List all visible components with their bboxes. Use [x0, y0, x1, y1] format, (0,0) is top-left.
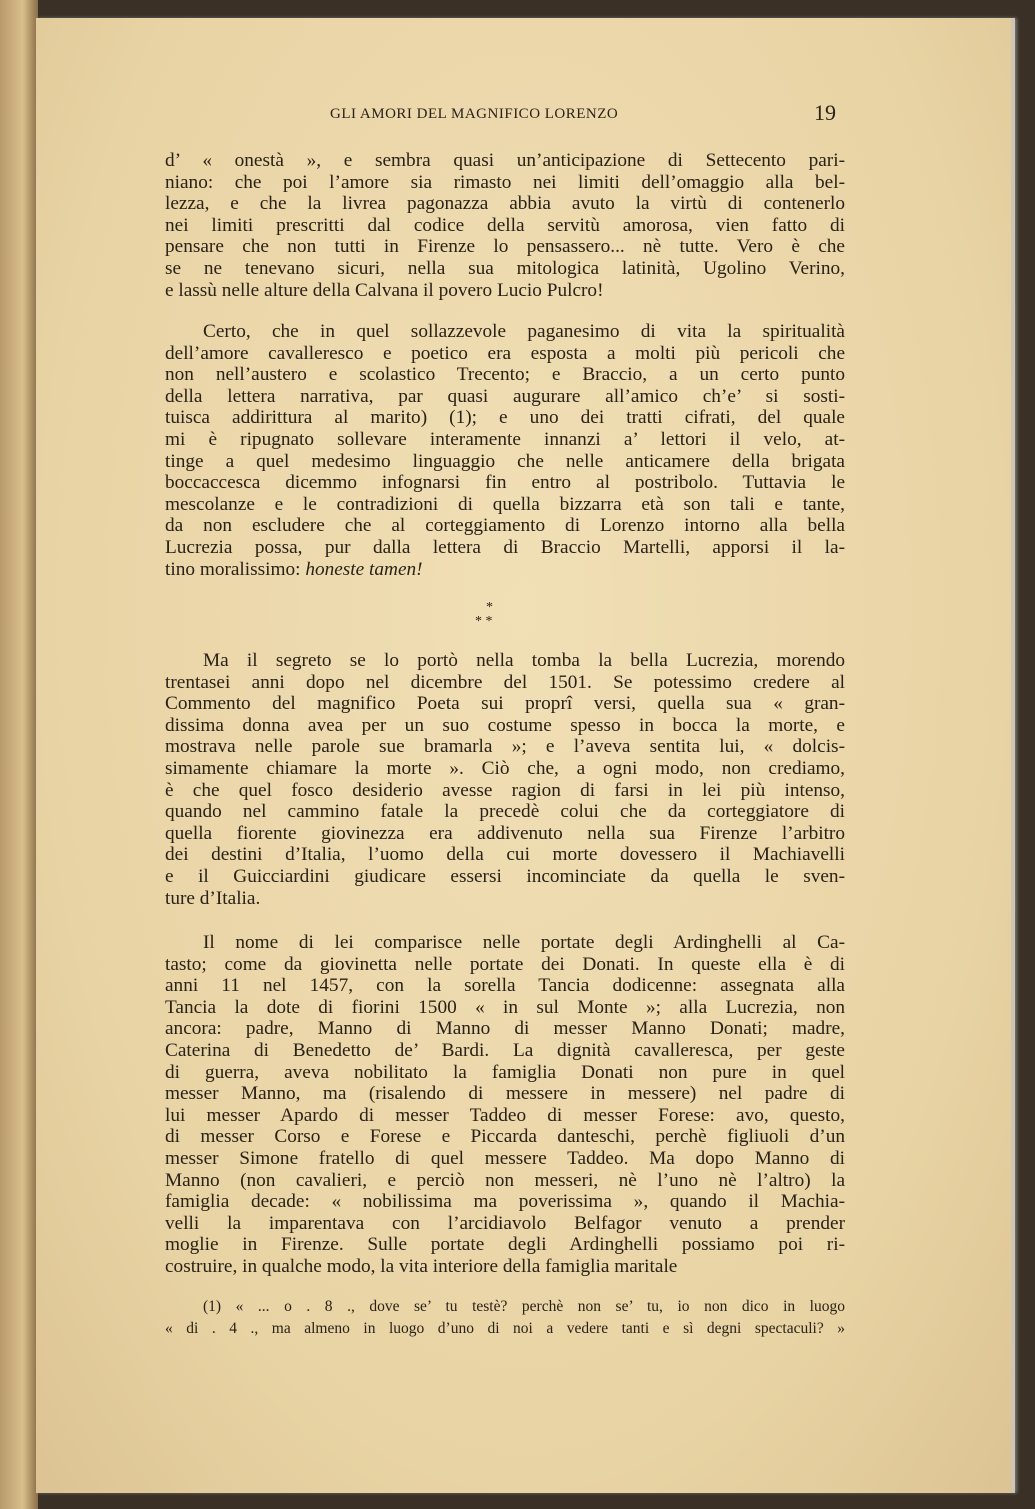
footnote-line: (1) « ... o . 8 ., dove se’ tu testè? perchè non se’ tu, io non dico in luogo [203, 1298, 845, 1315]
line-text: della lettera narrativa, par quasi augurare all’amico ch’e’ si sosti- [165, 385, 845, 407]
line-text: moglie in Firenze. Sulle portate degli Ardinghelli possiamo poi ri- [165, 1234, 845, 1256]
line-text: dell’amore cavalleresco e poetico era esposta a molti più pericoli che [165, 342, 845, 364]
text-line [165, 1083, 845, 1105]
text-line [203, 650, 845, 672]
line-text: messer Simone fratello di quel messere Taddeo. Ma dopo Manno di [165, 1148, 845, 1169]
line-text: costruire, in qualche modo, la vita interiore della famiglia maritale [165, 1256, 678, 1277]
line-text: Ma il segreto se lo portò nella tomba la bella Lucrezia, morendo [203, 650, 845, 671]
asterism-bottom: * * [475, 614, 493, 629]
text-line [165, 193, 845, 215]
text-line [165, 844, 845, 866]
text-line [165, 172, 845, 194]
line-text: messer Manno, ma (risalendo di messere in messere) nel padre di [165, 1083, 845, 1105]
line-text: Il nome di lei comparisce nelle portate degli Ardinghelli al Ca- [203, 932, 845, 953]
running-title: GLI AMORI DEL MAGNIFICO LORENZO [330, 106, 619, 122]
line-text: e lassù nelle alture della Calvana il povero Lucio Pulcro! [165, 279, 604, 301]
text-line [165, 515, 845, 537]
text-line [165, 954, 845, 976]
text-line [165, 1040, 845, 1062]
line-text: ture d’Italia. [165, 887, 261, 909]
text-line [165, 672, 845, 694]
text-line [165, 215, 845, 237]
line-text: Manno (non cavalieri, e perciò non messeri, nè l’uno nè l’altro) la [165, 1169, 845, 1191]
line-text: e il Guicciardini giudicare essersi incominciate da quella le sven- [165, 866, 845, 887]
asterism-top: * [486, 600, 493, 615]
line-text: trentasei anni dopo nel dicembre del 1501. Se potessimo credere al [165, 671, 845, 693]
line-text: tinge a quel medesimo linguaggio che nelle anticamere della brigata [165, 450, 845, 472]
line-text: se ne tenevano sicuri, nella sua mitologica latinità, Ugolino Verino, [165, 258, 845, 279]
line-text: velli la imparentava con l’arcidiavolo Belfagor venuto a prender [165, 1212, 845, 1234]
line-text: tino moralissimo: [165, 558, 306, 580]
text-line [165, 823, 845, 845]
line-text: boccaccesca dicemmo infognarsi fin entro al postribolo. Tuttavia le [165, 472, 845, 494]
line-text: quando nel cammino fatale la precedè colui che da corteggiatore di [165, 801, 845, 823]
line-text: Tancia la dote di fiorini 1500 « in sul Monte »; alla Lucrezia, non [165, 996, 845, 1018]
line-text: Lucrezia possa, pur dalla lettera di Braccio Martelli, apporsi il la- [165, 537, 845, 558]
line-text: di messer Corso e Forese e Piccarda danteschi, perchè figliuoli d’un [165, 1126, 845, 1148]
text-line [165, 1126, 845, 1148]
line-text: Certo, che in quel sollazzevole paganesimo di vita la spiritualità [203, 321, 845, 342]
page-number: 19 [814, 100, 836, 125]
line-text: simamente chiamare la morte ». Ciò che, a ogni modo, non crediamo, [165, 758, 845, 779]
text-line [165, 866, 845, 888]
text-line [165, 280, 845, 302]
line-text: dei destini d’Italia, l’uomo della cui morte dovessero il Machiavelli [165, 844, 845, 866]
footnote-line: « di . 4 ., ma almeno in luogo d’uno di noi a vedere tanti e sì degni spectaculi? » [165, 1320, 845, 1337]
text-line [165, 472, 845, 494]
text-line [165, 494, 845, 516]
text-line [165, 407, 845, 429]
line-text: Commento del magnifico Poeta sui proprî versi, quella sua « gran- [165, 693, 845, 715]
text-line [165, 537, 845, 559]
text-line [165, 1105, 845, 1127]
text-line [165, 1191, 845, 1213]
text-line [165, 1234, 845, 1256]
text-line [165, 1213, 845, 1235]
line-text: tuisca addirittura al marito) (1); e uno dei tratti cifrati, del quale [165, 407, 845, 429]
line-text: ancora: padre, Manno di Manno di messer Manno Donati; madre, [165, 1018, 845, 1040]
line-text: non nell’austero e scolastico Trecento; e Braccio, a un certo punto [165, 364, 845, 386]
text-line [165, 1062, 845, 1084]
line-text: mi è ripugnato sollevare interamente innanzi a’ lettori il velo, at- [165, 429, 845, 450]
text-line [165, 364, 845, 386]
text-line [165, 758, 845, 780]
text-line [203, 321, 845, 343]
line-text: famiglia decade: « nobilissima ma poverissima », quando il Machia- [165, 1191, 845, 1213]
line-text: lui messer Apardo di messer Taddeo di messer Forese: avo, questo, [165, 1104, 845, 1126]
facing-page-edge [0, 0, 38, 1509]
text-line [165, 429, 845, 451]
line-text: d’ « onestà », e sembra quasi un’anticipazione di Settecento pari- [165, 150, 845, 171]
text-line [165, 258, 845, 280]
text-line [203, 932, 845, 954]
text-line [165, 888, 845, 910]
line-text: anni 11 nel 1457, con la sorella Tancia dodicenne: assegnata alla [165, 975, 845, 997]
text-line [165, 997, 845, 1019]
text-line [165, 1018, 845, 1040]
text-line [165, 1256, 845, 1278]
text-line [165, 975, 845, 997]
text-line [165, 343, 845, 365]
line-text: dissima donna avea per un suo costume spesso in bocca la morte, e [165, 714, 845, 736]
line-text: mescolanze e le contradizioni di quella bizzarra età son tali e tante, [165, 493, 845, 515]
text-line [165, 1170, 845, 1192]
text-line [165, 386, 845, 408]
text-line [165, 801, 845, 823]
text-line [165, 736, 845, 758]
text-line [165, 780, 845, 802]
text-line [165, 559, 845, 581]
line-text: tasto; come da giovinetta nelle portate dei Donati. In queste ella è di [165, 953, 845, 975]
text-line [165, 150, 845, 172]
line-text: mostrava nelle parole sue bramarla »; e l’aveva sentita lui, « dolcis- [165, 736, 845, 758]
text-line [165, 693, 845, 715]
text-line [165, 236, 845, 258]
line-text: da non escludere che al corteggiamento di Lorenzo intorno alla bella [165, 515, 845, 537]
line-text: è che quel fosco desiderio avesse ragion di farsi in lei più intenso, [165, 779, 845, 801]
italic-phrase: honeste tamen! [305, 558, 423, 580]
line-text: quella fiorente giovinezza era addivenuto nella sua Firenze l’arbitro [165, 822, 845, 844]
text-line [165, 1148, 845, 1170]
text-line [165, 451, 845, 473]
line-text: di guerra, aveva nobilitato la famiglia Donati non pure in quel [165, 1061, 845, 1083]
text-line [165, 715, 845, 737]
line-text: lezza, e che la livrea pagonazza abbia avuto la virtù di contenerlo [165, 193, 845, 215]
line-text: niano: che poi l’amore sia rimasto nei limiti dell’omaggio alla bel- [165, 171, 845, 193]
line-text: Caterina di Benedetto de’ Bardi. La dignità cavalleresca, per geste [165, 1040, 845, 1061]
line-text: pensare che non tutti in Firenze lo pensassero... nè tutte. Vero è che [165, 236, 845, 258]
line-text: nei limiti prescritti dal codice della servitù amorosa, vien fatto di [165, 214, 845, 236]
